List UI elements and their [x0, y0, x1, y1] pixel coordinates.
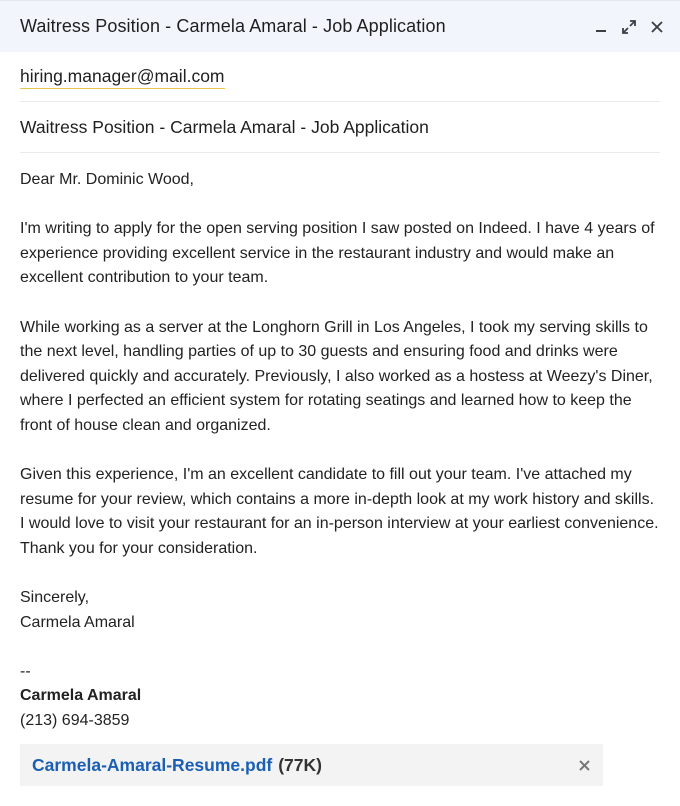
body-paragraph: While working as a server at the Longhorn Grill in Los Angeles, I took my serving skills to the next level, handling parties of up to 30 guests and ensuring food and drinks were delivered quickly and accurately. Previously, I also worked as a hostess at Weezy's Diner, where I perfected an efficient system for rotating seatings and learned how to keep the front of house clean and organized. [20, 318, 653, 434]
body-paragraph: Given this experience, I'm an excellent candidate to fill out your team. I've attached my resume for your review, which contains a more in-depth look at my work history and skills. I would love to visit your restaurant for an in-person interview at your earliest convenience. Thank you for your consideration. [20, 466, 659, 557]
attachment-size: (77K) [278, 754, 322, 775]
expand-icon[interactable] [620, 18, 638, 36]
signature-name: Carmela Amaral [20, 687, 142, 705]
window-controls [592, 18, 666, 36]
to-field[interactable] [20, 52, 660, 102]
recipient-chip[interactable]: hiring.manager@mail.com [20, 66, 225, 89]
body-paragraph: I'm writing to apply for the open serving position I saw posted on Indeed. I have 4 years of experience providing excellent service in the restaurant industry and would make an excellent contribution to your team. [20, 220, 655, 287]
attachment-chip[interactable] [20, 744, 603, 786]
closing: Sincerely, [20, 589, 90, 607]
closing-name: Carmela Amaral [20, 613, 135, 631]
window-title: Waitress Position - Carmela Amaral - Job Application [20, 16, 446, 36]
attachment-filename[interactable]: Carmela-Amaral-Resume.pdf [32, 754, 273, 775]
message-body[interactable] [0, 153, 680, 734]
subject-field[interactable] [20, 102, 660, 153]
minimize-icon[interactable] [592, 18, 610, 36]
remove-attachment-icon[interactable] [577, 758, 591, 772]
close-icon[interactable] [648, 18, 666, 36]
signature-separator: -- [20, 662, 31, 680]
signature-phone: (213) 694-3859 [20, 712, 130, 730]
subject-text[interactable]: Waitress Position - Carmela Amaral - Job Application [20, 116, 429, 137]
greeting: Dear Mr. Dominic Wood, [20, 171, 194, 188]
compose-titlebar[interactable] [0, 0, 680, 52]
